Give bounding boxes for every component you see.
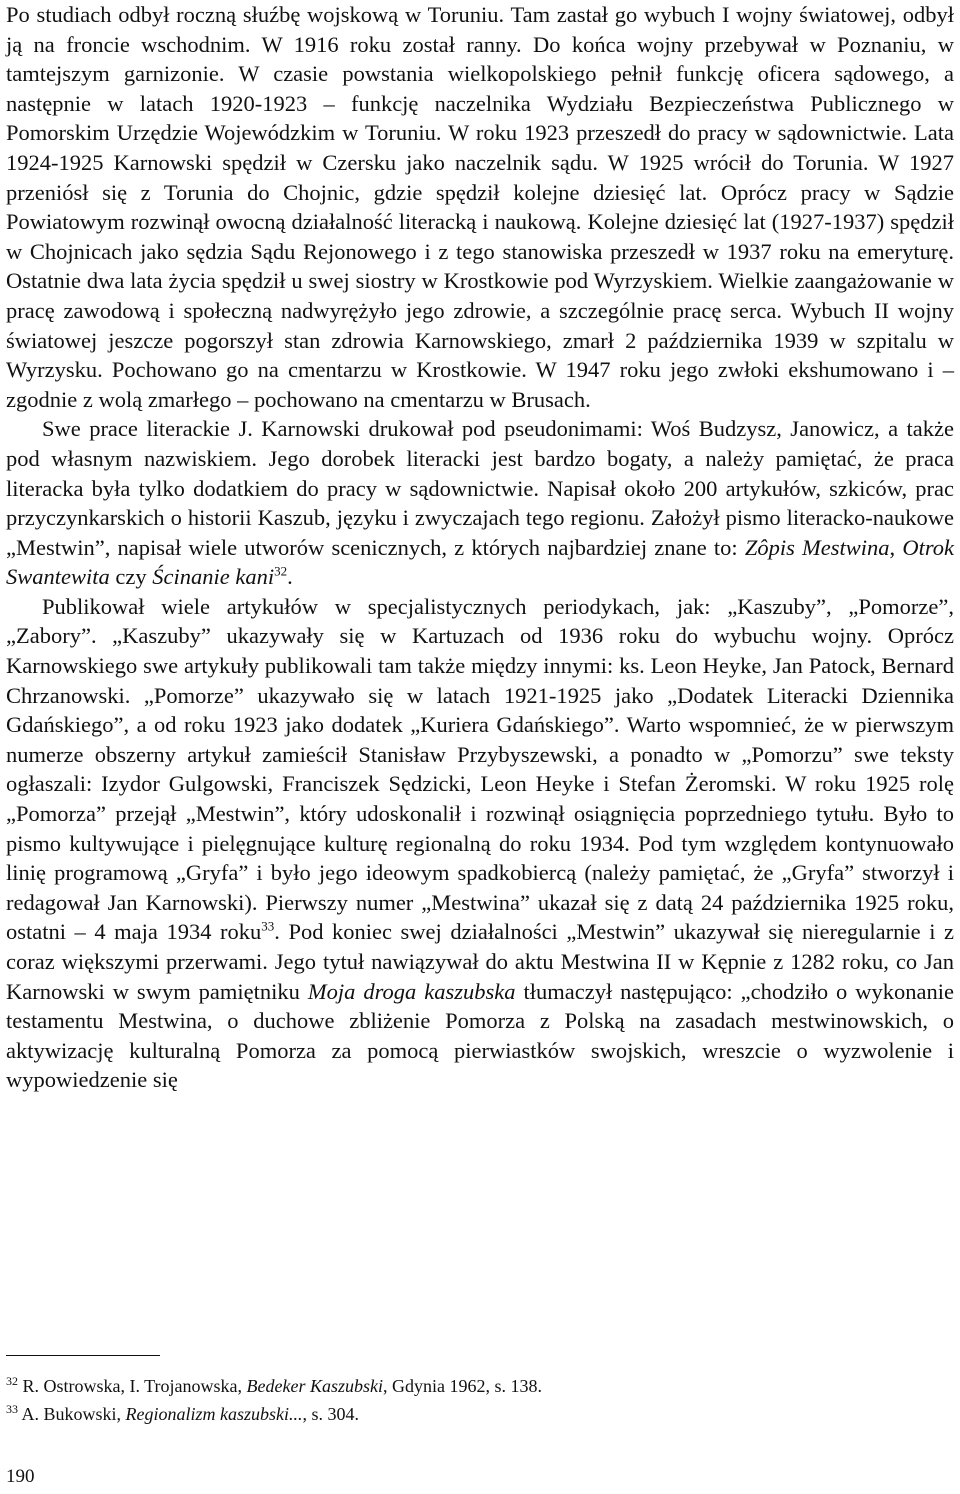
footnote-number: 32 xyxy=(6,1374,18,1388)
text-run: czy xyxy=(109,564,153,590)
text-run: R. Ostrowska, I. Trojanowska, xyxy=(18,1376,247,1396)
text-run: , xyxy=(889,534,903,560)
italic-title: Zôpis Mestwina xyxy=(744,534,890,560)
italic-title: Moja droga kaszubska xyxy=(307,978,516,1004)
footnote xyxy=(6,1372,906,1400)
footnote-number: 33 xyxy=(6,1402,18,1416)
text-run: . Pod koniec swej działalności „Mestwin” ukazywał się nieregularnie i z coraz większymi przerwami. Jego tytuł nawiązywał do aktu Mestwina II w Kępnie z 1282 roku, co Jan Karnowski w swym pamiętniku xyxy=(6,919,955,1004)
paragraph xyxy=(6,0,954,414)
paragraph xyxy=(6,592,954,1095)
footnote-reference: 32 xyxy=(274,563,288,579)
footnote-reference: 33 xyxy=(261,918,275,934)
text-run: tłumaczył następująco: „chodziło o wykonanie testamentu Mestwina, o duchowe zbliżenie Pomorza z Polską na zasadach mestwinowskich, o aktywizację kulturalną Pomorza za pomocą pierwiastków swojskich, wreszcie o wyzwolenie i wypowiedzenie się xyxy=(6,978,955,1093)
text-run: Swe prace literackie J. Karnowski drukował pod pseudonimami: Woś Budzysz, Janowicz, a także pod własnym nazwiskiem. Jego dorobek literacki jest bardzo bogaty, a należy pamiętać, że praca literacka była tylko dodatkiem do pracy w sądownictwie. Napisał około 200 artykułów, szkiców, prac przyczynkarskich o historii Kaszub, języku i zwyczajach tego regionu. Założył pismo literacko-naukowe „Mestwin”, napisał wiele utworów scenicznych, z których najbardziej znane to: xyxy=(6,416,954,560)
footnotes xyxy=(6,1372,906,1428)
paragraph xyxy=(6,414,954,592)
italic-title: Ścinanie kani xyxy=(152,564,275,590)
text-run: . xyxy=(287,564,293,590)
footnote-separator xyxy=(6,1355,160,1356)
text-run: Po studiach odbył roczną słuźbę wojskową w Toruniu. Tam zastał go wybuch I wojny światowej, odbył ją na froncie wschodnim. W 1916 roku został ranny. Do końca wojny przebywał w Poznaniu, w tamtejszym garnizonie. W czasie powstania wielkopolskiego pełnił funkcję oficera sądowego, a następnie w latach 1920-1923 – funkcję naczelnika Wydziału Bezpieczeństwa Publicznego w Pomorskim Urzędzie Wojewódzkim w Toruniu. W roku 1923 przeszedł do pracy w sądownictwie. Lata 1924-1925 Karnowski spędził w Czersku jako naczelnik sądu. W 1925 wrócił do Torunia. W 1927 przeniósł się z Torunia do Chojnic, gdzie spędził kolejne dziesięć lat. Oprócz pracy w Sądzie Powiatowym rozwinął owocną działalność literacką i naukową. Kolejne dziesięć lat (1927-1937) spędził w Chojnicach jako sędzia Sądu Rejonowego i z tego stanowiska przeszedł w 1937 roku na emeryturę. Ostatnie dwa lata życia spędził u swej siostry w Krostkowie pod Wyrzyskiem. Wielkie zaangażowanie w pracę zawodową i społeczną nadwyrężyło jego zdrowie, a szczególnie pracę serca. Wybuch II wojny światowej jeszcze pogorszył stan zdrowia Karnowskiego, zmarł 2 października 1939 w szpitalu w Wyrzysku. Pochowano go na cmentarzu w Krostkowie. W 1947 roku jego zwłoki ekshumowano i – zgodnie z wolą zmarłego – pochowano na cmentarzu w Brusach. xyxy=(6,2,954,412)
page-body xyxy=(6,0,954,1095)
page-number: 190 xyxy=(6,1466,35,1487)
main-text xyxy=(6,0,954,1095)
text-run: Publikował wiele artykułów w specjalistycznych periodykach, jak: „Kaszuby”, „Pomorze”, „Zabory”. „Kaszuby” ukazywały się w Kartuzach od 1936 roku do wybuchu wojny. Oprócz Karnowskiego swe artykuły publikowali tam także między innymi: ks. Leon Heyke, Jan Patock, Bernard Chrzanowski. „Pomorze” ukazywało się w latach 1921-1925 jako „Dodatek Literacki Dziennika Gdańskiego”, a od roku 1923 jako dodatek „Kuriera Gdańskiego”. Warto wspomnieć, że w pierwszym numerze obszerny artykuł zamieścił Stanisław Przybyszewski, a ponadto w „Pomorzu” swe teksty ogłaszali: Izydor Gulgowski, Franciszek Sędzicki, Leon Heyke i Stefan Żeromski. W roku 1925 rolę „Pomorza” przejął „Mestwin”, który udoskonalił i rozwinął osiągnięcia poprzedniego tytułu. Było to pismo kultywujące i pielęgnujące kulturę regionalną do roku 1934. Pod tym względem kontynuowało linię programową „Gryfa” i było jego ideowym spadkobiercą (należy pamiętać, że „Gryfa” stworzył i redagował Jan Karnowski). Pierwszy numer „Mestwina” ukazał się z datą 24 października 1925 roku, ostatni – 4 maja 1934 roku xyxy=(6,593,954,945)
italic-title: Otrok Swantewita xyxy=(6,534,955,590)
footnote xyxy=(6,1400,906,1428)
text-run: , Gdynia 1962, s. 138. xyxy=(382,1376,542,1396)
italic-title: Regionalizm kaszubski... xyxy=(125,1404,303,1424)
text-run: A. Bukowski, xyxy=(18,1404,126,1424)
italic-title: Bedeker Kaszubski xyxy=(246,1376,383,1396)
text-run: , s. 304. xyxy=(302,1404,360,1424)
